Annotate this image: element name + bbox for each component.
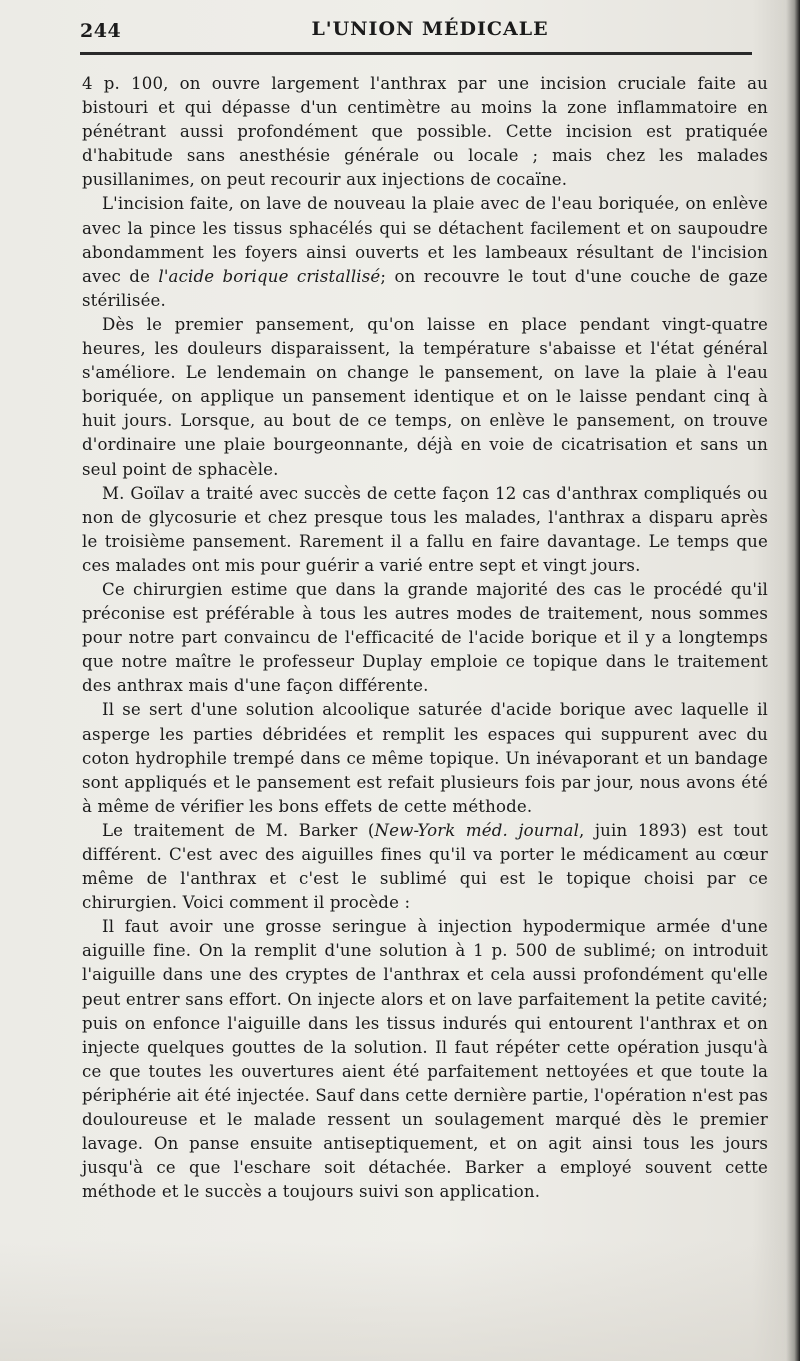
paragraph-7-text: Le traitement de M. Barker ( [102, 820, 375, 840]
paragraph-8: Il faut avoir une grosse seringue à injection hypodermique armée d'une aiguille fine. On la remplit d'une solution à 1 p. 500 de sublimé; on introduit l'aiguille dans une des cryptes de l'anthrax et cela aussi profondément qu'elle peut entrer sans effort. On injecte alors et on lave parfaitement la petite cavité; puis on enfonce l'aiguille dans les tissus indurés qui entourent l'anthrax et on injecte quelques gouttes de la solution. Il faut répéter cette opération jusqu'à ce que toutes les ouvertures aient été parfaitement nettoyées et que toute la périphérie ait été injectée. Sauf dans cette dernière partie, l'opération n'est pas douloureuse et le malade ressent un soulagement marqué dès le premier lavage. On panse ensuite antiseptiquement, et on agit ainsi tous les jours jusqu'à ce que l'eschare soit détachée. Barker a employé souvent cette méthode et le succès a toujours suivi son application. [82, 917, 768, 1202]
header-rule [80, 52, 752, 55]
paragraph-2-text: L'incision faite, on lave de nouveau la plaie avec de l'eau boriquée, on enlève avec la pince les tissus sphacélés qui se détachent facilement et on saupoudre abondamment les foyers ainsi ouverts et les lambeaux résultant de l'incision avec de [82, 194, 768, 286]
running-title: L'UNION MÉDICALE [311, 18, 549, 40]
paragraph-2-italic: l'acide borique cristallisé [158, 266, 381, 286]
page-header [80, 16, 770, 50]
paragraph-5: Ce chirurgien estime que dans la grande majorité des cas le procédé qu'il préconise est préférable à tous les autres modes de traitement, nous sommes pour notre part convaincu de l'efficacité de l'acide borique et il y a longtemps que notre maître le professeur Duplay emploie ce topique dans le traitement des anthrax mais d'une façon différente. [82, 579, 768, 696]
page-number: 244 [80, 20, 122, 42]
paragraph-1: 4 p. 100, on ouvre largement l'anthrax par une incision cruciale faite au bistouri et qui dépasse d'un centimètre au moins la zone inflammatoire en pénétrant aussi profondément que possible. Cette incision est pratiquée d'habitude sans anesthésie générale ou locale ; mais chez les malades pusillanimes, on peut recourir aux injections de cocaïne. [82, 74, 768, 190]
paragraph-2 [82, 192, 768, 312]
page-edge-shadow [786, 0, 800, 1361]
paragraph-7-tail: , juin 1893) est tout différent. C'est avec des aiguilles fines qu'il va porter le médicament au cœur même de l'anthrax et c'est le sublimé qui est le topique choisi par ce chirurgien. Voici comment il procède : [82, 820, 769, 913]
paragraph-2-tail: ; on recouvre le tout d'une couche de gaze stérilisée. [82, 266, 768, 310]
paragraph-4: M. Goïlav a traité avec succès de cette façon 12 cas d'anthrax compliqués ou non de glycosurie et chez presque tous les malades, l'anthrax a disparu après le troisième pansement. Rarement il a fallu en faire davantage. Le temps que ces malades ont mis pour guérir a varié entre sept et vingt jours. [82, 483, 768, 575]
paragraph-7 [82, 819, 768, 915]
bleed-through-shading [0, 1240, 800, 1361]
article-body [82, 72, 768, 1204]
paragraph-3: Dès le premier pansement, qu'on laisse en place pendant vingt-quatre heures, les douleurs disparaissent, la température s'abaisse et l'état général s'améliore. Le lendemain on change le pansement, on lave la plaie à l'eau boriquée, on applique un pansement identique et on le laisse pendant cinq à huit jours. Lorsque, au bout de ce temps, on enlève le pansement, on trouve d'ordinaire une plaie bourgeonnante, déjà en voie de cicatrisation et sans un seul point de sphacèle. [82, 314, 768, 479]
paragraph-6: Il se sert d'une solution alcoolique saturée d'acide borique avec laquelle il asperge les parties débridées et remplit les espaces qui suppurent avec du coton hydrophile trempé dans ce même topique. Un inévaporant et un bandage sont appliqués et le pansement est refait plusieurs fois par jour, nous avons été à même de vérifier les bons effets de cette méthode. [82, 700, 768, 816]
paragraph-7-italic: New-York méd. journal [374, 820, 580, 840]
